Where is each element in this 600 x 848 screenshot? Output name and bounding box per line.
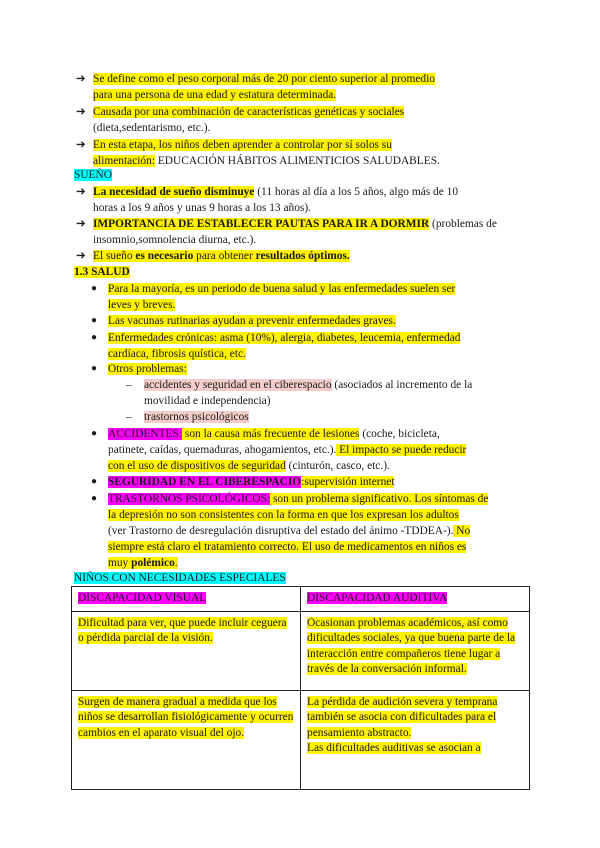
- bullet-icon: ●: [91, 476, 98, 487]
- arrow-item: [76, 137, 533, 169]
- arrow-bullet-icon: ➔: [76, 73, 86, 85]
- bullet-icon: ●: [91, 332, 98, 343]
- table-header-row: [72, 587, 530, 612]
- bullet-item: ● Para la mayoría, es un periodo de buena salud y las enfermedades suelen ser leves y breves.: [91, 283, 456, 311]
- arrow-item: ➔ El sueño es necesario para obtener resultados óptimos.: [76, 250, 350, 262]
- table-row: [72, 611, 530, 690]
- dash-bullet-icon: –: [126, 379, 132, 391]
- table-header-cell: DISCAPACIDAD AUDITIVA: [301, 587, 530, 612]
- bullet-icon: ●: [91, 428, 98, 439]
- table-cell: Ocasionan problemas académicos, así como dificultades sociales, ya que buena parte de la interacción entre compañeros tiene lugar a través de la conversación informal.: [301, 611, 530, 690]
- bullet-item: ● Enfermedades crónicas: asma (10%), alergia, diabetes, leucemia, enfermedad cardíaca, fibrosis quística, etc.: [91, 332, 461, 360]
- item-text: EDUCACIÓN HÁBITOS ALIMENTICIOS SALUDABLES.: [155, 155, 440, 167]
- item-text: para una persona de una edad y estatura determinada.: [93, 89, 337, 101]
- arrow-item: ➔ La necesidad de sueño disminuye (11 horas al día a los 5 años, algo más de 10 horas a los 9 años y unas 9 horas a los 13 años).: [76, 186, 459, 214]
- sub-item: – accidentes y seguridad en el ciberespacio (asociados al incremento de la movilidad e independencia): [126, 379, 473, 407]
- item-text: Causada por una combinación de características genéticas y sociales: [93, 106, 405, 118]
- arrow-item: [76, 104, 533, 136]
- sub-item: – trastornos psicológicos: [126, 411, 249, 423]
- section-heading-sueno: SUEÑO: [74, 169, 112, 181]
- table-row: [72, 690, 530, 789]
- dash-bullet-icon: –: [126, 411, 132, 423]
- table-cell: La pérdida de audición severa y temprana también se asocia con dificultades para el pensamiento abstracto. Las dificultades auditivas se asocian a: [301, 690, 530, 789]
- arrow-item: [76, 71, 533, 103]
- bullet-item: ● Las vacunas rutinarias ayudan a prevenir enfermedades graves.: [91, 315, 396, 327]
- arrow-bullet-icon: ➔: [76, 250, 86, 262]
- arrow-bullet-icon: ➔: [76, 218, 86, 230]
- section-heading-ninos: NIÑOS CON NECESIDADES ESPECIALES: [74, 572, 286, 584]
- bullet-item: ● SEGURIDAD EN EL CIBERESPACIO:supervisión internet: [91, 476, 395, 488]
- arrow-bullet-icon: ➔: [76, 106, 86, 118]
- arrow-bullet-icon: ➔: [76, 186, 86, 198]
- needs-table: [71, 586, 530, 790]
- table-cell: Surgen de manera gradual a medida que los niños se desarrollan fisiológicamente y ocurren cambios en el aparato visual del ojo.: [72, 690, 301, 789]
- table-cell: Dificultad para ver, que puede incluir ceguera o pérdida parcial de la visión.: [72, 611, 301, 690]
- bullet-item: ● ACCIDENTES: son la causa más frecuente de lesiones (coche, bicicleta, patinete, caídas, quemaduras, ahogamientos, etc.). El impacto se puede reducir con el uso de dispositivos de seguridad (cinturón, casco, etc.).: [91, 428, 467, 472]
- table-header-cell: DISCAPACIDAD VISUAL: [72, 587, 301, 612]
- bullet-item: ● Otros problemas:: [91, 363, 187, 375]
- bullet-icon: ●: [91, 493, 98, 504]
- arrow-item: ➔ IMPORTANCIA DE ESTABLECER PAUTAS PARA IR A DORMIR (problemas de insomnio,somnolencia diurna, etc.).: [76, 218, 497, 246]
- item-text: (dieta,sedentarismo, etc.).: [93, 122, 211, 134]
- bullet-item: ● TRASTORNOS PSICOLÓGICOS: son un problema significativo. Los síntomas de la depresión no son consistentes con la forma en que los expresan los adultos (ver Trastorno de desregulación disruptiva del estado del ánimo -TDDEA-). No siempre está claro el tratamiento correcto. El uso de medicamentos en niños es muy polémico.: [91, 493, 489, 569]
- bullet-icon: ●: [91, 363, 98, 374]
- arrow-bullet-icon: ➔: [76, 139, 86, 151]
- bullet-icon: ●: [91, 315, 98, 326]
- section-heading-salud: 1.3 SALUD: [74, 266, 130, 278]
- item-text: alimentación:: [93, 155, 155, 167]
- item-text: En esta etapa, los niños deben aprender a controlar por sí solos su: [93, 139, 392, 151]
- bullet-icon: ●: [91, 283, 98, 294]
- item-text: Se define como el peso corporal más de 20 por ciento superior al promedio: [93, 73, 435, 85]
